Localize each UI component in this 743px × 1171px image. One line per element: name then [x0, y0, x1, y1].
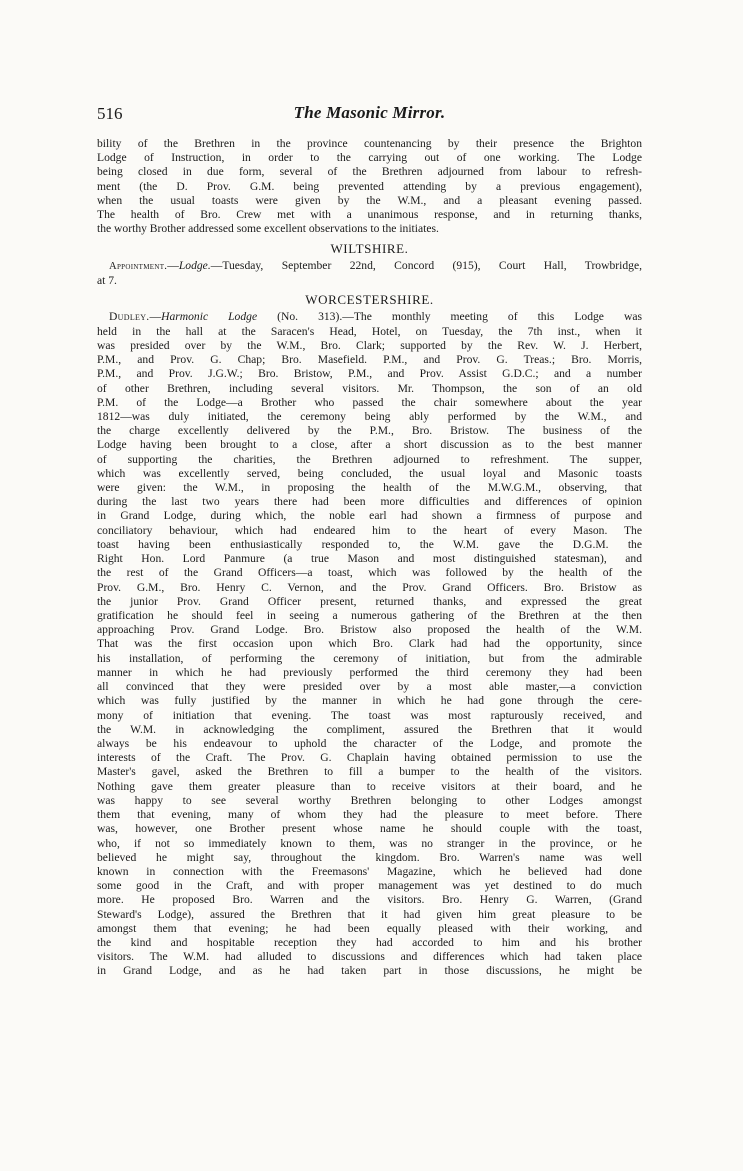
- section-heading-worcestershire: WORCESTERSHIRE.: [305, 292, 434, 308]
- text-line: always be his endeavour to uphold the character of the Lodge, and promote the: [97, 736, 642, 750]
- text-line: in Grand Lodge, during which, the noble earl had shown a firmness of purpose and: [97, 509, 642, 523]
- text-line: which was fully justified by the manner in which he had gone through the cere-: [97, 694, 642, 708]
- text-line: The health of Bro. Crew met with a unanimous response, and in returning thanks,: [97, 208, 642, 222]
- text-line: the worthy Brother addressed some excellent observations to the initiates.: [97, 222, 439, 236]
- body-text: [97, 137, 642, 979]
- intro-paragraph: [97, 137, 642, 237]
- text-line: some good in the Craft, and with proper management was yet destined to do much: [97, 879, 642, 893]
- page-header: [97, 100, 642, 130]
- appointment-time: at 7.: [97, 273, 117, 287]
- text-line: more. He proposed Bro. Warren and the visitors. Bro. Henry G. Warren, (Grand: [97, 893, 642, 907]
- text-line: the W.M. in acknowledging the compliment, assured the Brethren that it would: [97, 722, 642, 736]
- text-line: believed he might say, throughout the kingdom. Bro. Warren's name was well: [97, 850, 642, 864]
- text-line: Right Hon. Lord Panmure (a true Mason and most distinguished statesman), and: [97, 552, 642, 566]
- appointment-lodge-word: Lodge.: [178, 258, 211, 272]
- text-line: was presided over by the W.M., Bro. Clark; supported by the Rev. W. J. Herbert,: [97, 338, 642, 352]
- worcestershire-report: [97, 310, 642, 978]
- text-line: 1812—was duly initiated, the ceremony being ably performed by the W.M., and: [97, 409, 642, 423]
- text-line: held in the hall at the Saracen's Head, Hotel, on Tuesday, the 7th inst., when it: [97, 324, 642, 338]
- report-lodge-name: Harmonic Lodge: [161, 310, 258, 324]
- text-line: P.M., and Prov. J.G.W.; Bro. Bristow, P.M., and Prov. Assist G.D.C.; and a number: [97, 367, 642, 381]
- text-line: of other Brethren, including several visitors. Mr. Thompson, the son of an old: [97, 381, 642, 395]
- text-line: when the usual toasts were given by the W.M., and a pleasant evening passed.: [97, 193, 642, 207]
- text-line: Nothing gave them greater pleasure than to receive visitors at their board, and he: [97, 779, 642, 793]
- text-line: all convinced that they were presided over by a most able master,—a conviction: [97, 680, 642, 694]
- text-line: Master's gavel, asked the Brethren to fill a bumper to the health of the visitors.: [97, 765, 642, 779]
- text-line: of supporting the charities, the Brethren adjourned to refreshment. The supper,: [97, 452, 642, 466]
- text-line: were given: the W.M., in proposing the health of the M.W.G.M., observing, that: [97, 481, 642, 495]
- text-line: being closed in due form, several of the Brethren adjourned from labour to refresh-: [97, 165, 642, 179]
- report-place: Dudley.: [109, 310, 150, 324]
- text-line: in Grand Lodge, and as he had taken part in those discussions, he might be: [97, 964, 642, 978]
- text-line: That was the first occasion upon which Bro. Clark had had the opportunity, since: [97, 637, 642, 651]
- text-line: bility of the Brethren in the province countenancing by their presence the Brighton: [97, 137, 642, 150]
- text-line: approaching Prov. Grand Lodge. Bro. Bristow also proposed the health of the W.M.: [97, 623, 642, 637]
- wiltshire-appointment: [97, 259, 642, 288]
- text-line: was happy to see several worthy Brethren belonging to other Lodges amongst: [97, 793, 642, 807]
- text-line: the rest of the Grand Officers—a toast, which was followed by the health of the: [97, 566, 642, 580]
- report-first-line: Dudley.—Harmonic Lodge (No. 313).—The monthly meeting of this Lodge was: [109, 310, 642, 324]
- section-heading-wiltshire: WILTSHIRE.: [330, 240, 409, 256]
- text-line: Lodge of Instruction, in order to the carrying out of one working. The Lodge: [97, 151, 642, 165]
- text-line: mony of initiation that evening. The toast was most rapturously received, and: [97, 708, 642, 722]
- text-line: interests of the Craft. The Prov. G. Chaplain having obtained permission to use the: [97, 751, 642, 765]
- text-line: during the last two years there had been more difficulties and differences of opinion: [97, 495, 642, 509]
- report-first-line-rest: (No. 313).—The monthly meeting of this Lodge was: [257, 310, 642, 324]
- text-line: who, if not so immediately known to them, was no stranger in the province, or he: [97, 836, 642, 850]
- text-line: them that evening, many of whom they had the pleasure to meet before. There: [97, 808, 642, 822]
- text-line: the junior Prov. Grand Officer present, returned thanks, and expressed the great: [97, 594, 642, 608]
- text-line: was, however, one Brother present whose name he should couple with the toast,: [97, 822, 642, 836]
- text-line: Steward's Lodge), assured the Brethren that it had given him great pleasure to be: [97, 907, 642, 921]
- text-line: known in connection with the Freemasons' Magazine, which he believed had done: [97, 864, 642, 878]
- text-line: P.M., and Prov. G. Chap; Bro. Masefield. P.M., and Prov. G. Treas.; Bro. Morris,: [97, 353, 642, 367]
- appointment-details: —Tuesday, September 22nd, Concord (915), Court Hall, Trowbridge,: [210, 258, 642, 272]
- text-line: manner in which he had previously performed the third ceremony they had been: [97, 665, 642, 679]
- text-line: amongst them that evening; he had been equally pleased with their working, and: [97, 921, 642, 935]
- text-line: the charge excellently delivered by the P.M., Bro. Bristow. The business of the: [97, 424, 642, 438]
- text-line: his installation, of performing the ceremony of initiation, but from the admirable: [97, 651, 642, 665]
- text-line: which was excellently served, being concluded, the usual loyal and Masonic toasts: [97, 466, 642, 480]
- appointment-line: Appointment.—Lodge.—Tuesday, September 22nd, Concord (915), Court Hall, Trowbridge,: [109, 258, 642, 272]
- appointment-label: Appointment.: [109, 260, 168, 272]
- text-line: ment (the D. Prov. G.M. being prevented attending by a previous engagement),: [97, 179, 642, 193]
- text-line: toast having been enthusiastically responded to, the W.M. gave the D.G.M. the: [97, 537, 642, 551]
- text-line: gratification he should feel in seeing a numerous gathering of the Brethren at the then: [97, 609, 642, 622]
- page-number: 516: [97, 104, 123, 123]
- text-line: visitors. The W.M. had alluded to discussions and differences which had taken place: [97, 950, 642, 964]
- text-line: P.M. of the Lodge—a Brother who passed the chair somewhere about the year: [97, 395, 642, 409]
- text-line: Lodge having been brought to a close, after a short discussion as to the best manner: [97, 438, 642, 452]
- running-title: The Masonic Mirror.: [293, 103, 446, 122]
- text-line: Prov. G.M., Bro. Henry C. Vernon, and the Prov. Grand Officers. Bro. Bristow as: [97, 580, 642, 594]
- text-line: conciliatory behaviour, which had endeared him to the heart of every Mason. The: [97, 523, 642, 537]
- text-line: the kind and hospitable reception they had accorded to him and his brother: [97, 936, 642, 950]
